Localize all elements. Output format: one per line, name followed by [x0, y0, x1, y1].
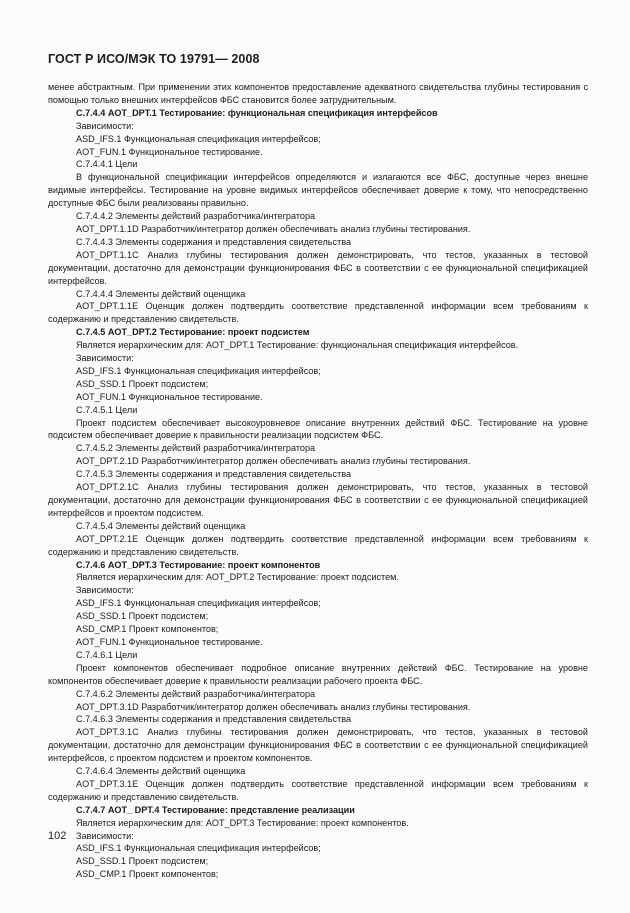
- paragraph: ASD_IFS.1 Функциональная спецификация интерфейсов;: [76, 598, 321, 609]
- paragraph: С.7.4.6.4 Элементы действий оценщика: [76, 766, 246, 777]
- paragraph: Зависимости:: [76, 120, 134, 131]
- paragraph: Является иерархическим для: AOT_DPT.3 Тестирование: проект компонентов.: [76, 817, 409, 828]
- paragraph: AOT_DPT.2.1D Разработчик/интегратор должен обеспечивать анализ глубины тестирования.: [76, 456, 471, 467]
- paragraph: ASD_CMP.1 Проект компонентов;: [76, 624, 219, 635]
- paragraph: ASD_IFS.1 Функциональная спецификация интерфейсов;: [76, 365, 321, 376]
- paragraph: ASD_CMP.1 Проект компонентов;: [76, 869, 219, 880]
- paragraph: Проект компонентов обеспечивает подробное описание внутренних действий ФБС. Тестирование на уровне компонентов обеспечивает доверие к правильности реализации рабочего проекта ФБС.: [48, 662, 588, 686]
- paragraph: ASD_IFS.1 Функциональная спецификация интерфейсов;: [76, 843, 321, 854]
- section-heading: С.7.4.5 AOT_DPT.2 Тестирование: проект подсистем: [76, 327, 310, 338]
- paragraph: Зависимости:: [76, 830, 134, 841]
- paragraph: AOT_DPT.1.1E Оценщик должен подтвердить соответствие представленной информации всем требованиям к содержанию и представлению свидетельств.: [48, 301, 588, 325]
- paragraph: AOT_FUN.1 Функциональное тестирование.: [76, 146, 263, 157]
- paragraph: ASD_SSD.1 Проект подсистем;: [76, 378, 209, 389]
- paragraph: AOT_DPT.1.1D Разработчик/интегратор должен обеспечивать анализ глубины тестирования.: [76, 223, 471, 234]
- paragraph: ASD_SSD.1 Проект подсистем;: [76, 856, 209, 867]
- paragraph: AOT_DPT.3.1D Разработчик/интегратор должен обеспечивать анализ глубины тестирования.: [76, 701, 471, 712]
- paragraph: ASD_IFS.1 Функциональная спецификация интерфейсов;: [76, 133, 321, 144]
- paragraph: AOT_DPT.3.1E Оценщик должен подтвердить соответствие представленной информации всем требованиям к содержанию и представлению свидетельств.: [48, 778, 588, 802]
- paragraph: С.7.4.4.2 Элементы действий разработчика/интегратора: [76, 211, 316, 222]
- paragraph: AOT_DPT.2.1С Анализ глубины тестирования должен демонстрировать, что тестов, указанных в тестовой документации, достаточно для демонстрации функционирования ФБС в соответствии с ее функциональной спецификацией интерфейсов и проектом подсистем.: [48, 482, 588, 518]
- paragraph: AOT_DPT.2.1E Оценщик должен подтвердить соответствие представленной информации всем требованиям к содержанию и представлению свидетельств.: [48, 533, 588, 557]
- paragraph: С.7.4.6.3 Элементы содержания и представления свидетельства: [76, 714, 352, 725]
- body-text: [48, 81, 588, 881]
- paragraph: AOT_DPT.1.1С Анализ глубины тестирования должен демонстрировать, что тестов, указанных в тестовой документации, достаточно для демонстрации функционирования ФБС в соответствии с ее функциональной спецификацией интерфейсов.: [48, 249, 588, 286]
- section-heading: С.7.4.6 AOT_DPT.3 Тестирование: проект компонентов: [76, 559, 321, 570]
- page-header: ГОСТ Р ИСО/МЭК ТО 19791— 2008: [48, 52, 260, 66]
- paragraph: С.7.4.6.2 Элементы действий разработчика/интегратора: [76, 688, 316, 699]
- paragraph: AOT_DPT.3.1С Анализ глубины тестирования должен демонстрировать, что тестов, указанных в тестовой документации, достаточно для демонстрации функционирования ФБС в соответствии с ее функциональной спецификацией интерфейсов, с проектом подсистем и проектом компонентов.: [48, 727, 588, 764]
- paragraph: С.7.4.6.1 Цели: [76, 649, 138, 660]
- paragraph: Является иерархическим для: AOT_DPT.2 Тестирование: проект подсистем.: [76, 572, 399, 583]
- paragraph: менее абстрактным. При применении этих компонентов предоставление адекватного свидетельства глубины тестирования с помощью только внешних интерфейсов ФБС становится более затруднительным.: [48, 82, 588, 105]
- section-heading: С.7.4.4 AOT_DPT.1 Тестирование: функциональная спецификация интерфейсов: [76, 107, 438, 118]
- paragraph: С.7.4.4.1 Цели: [76, 159, 138, 170]
- paragraph: Зависимости:: [76, 585, 134, 596]
- paragraph: С.7.4.5.4 Элементы действий оценщика: [76, 520, 246, 531]
- paragraph: Является иерархическим для: AOT_DPT.1 Тестирование: функциональная спецификация интерфейсов.: [76, 340, 519, 351]
- paragraph: С.7.4.5.3 Элементы содержания и представления свидетельства: [76, 469, 352, 480]
- paragraph: AOT_FUN.1 Функциональное тестирование.: [76, 391, 263, 402]
- section-heading: С.7.4.7 AOT_ DPT.4 Тестирование: представление реализации: [76, 804, 355, 815]
- paragraph: AOT_FUN.1 Функциональное тестирование.: [76, 636, 263, 647]
- paragraph: ASD_SSD.1 Проект подсистем;: [76, 611, 209, 622]
- paragraph: С.7.4.5.2 Элементы действий разработчика/интегратора: [76, 443, 316, 454]
- paragraph: С.7.4.4.3 Элементы содержания и представления свидетельства: [76, 236, 352, 247]
- paragraph: В функциональной спецификации интерфейсов определяются и излагаются все ФБС, доступные через внешне видимые интерфейсы. Тестирование на уровне видимых интерфейсов обеспечивает доверие к тому, что непосредственно доступные ФБС были реализованы правильно.: [48, 172, 588, 209]
- paragraph: С.7.4.4.4 Элементы действий оценщика: [76, 288, 246, 299]
- paragraph: С.7.4.5.1 Цели: [76, 404, 138, 415]
- paragraph: Зависимости:: [76, 353, 134, 364]
- page-number: 102: [48, 830, 67, 842]
- paragraph: Проект подсистем обеспечивает высокоуровневое описание внутренних действий ФБС. Тестирование на уровне подсистем обеспечивает доверие к правильности реализации подсистем ФБС.: [48, 417, 588, 441]
